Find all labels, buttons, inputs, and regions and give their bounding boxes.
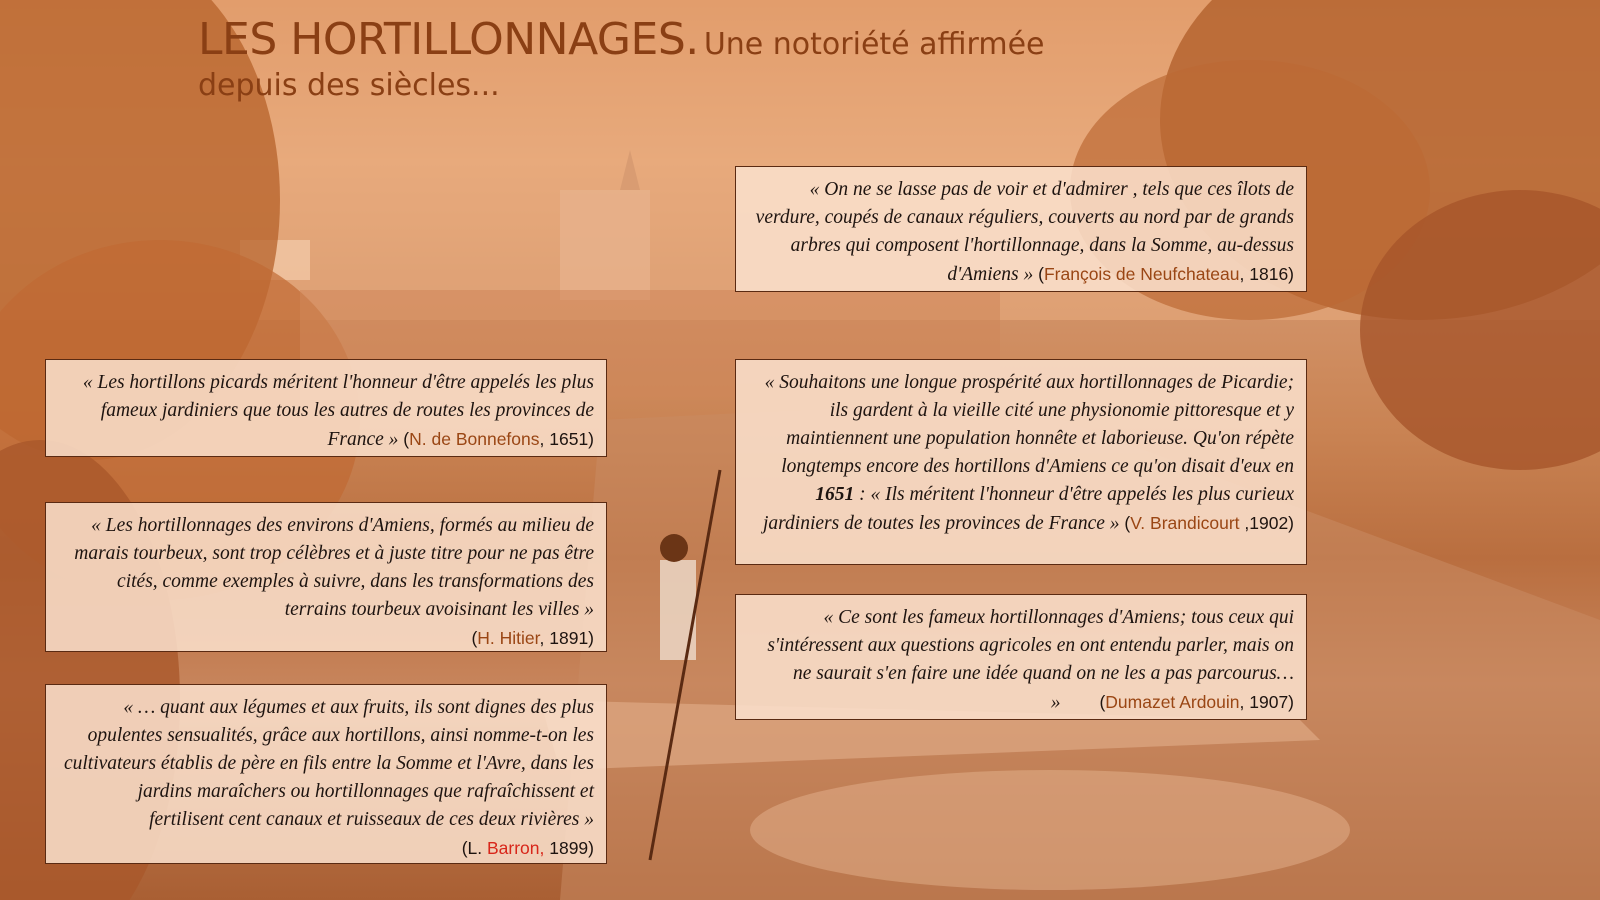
quote-author: Dumazet Ardouin xyxy=(1105,692,1240,712)
quote-box-barron xyxy=(45,684,607,864)
title-subtitle-line1: Une notoriété affirmée xyxy=(703,27,1045,62)
quote-text-continued: : « Ils méritent l'honneur d'être appelés les plus curieux jardiniers de toutes les provinces de France » xyxy=(763,484,1294,534)
quote-text: « Les hortillons picards méritent l'honneur d'être appelés les plus fameux jardiniers que tous les autres de routes les provinces de France » xyxy=(82,372,594,450)
quote-author: François de Neufchateau xyxy=(1043,264,1240,284)
quote-citation: (L. Barron, 1899) xyxy=(461,838,594,858)
quote-text: « … quant aux légumes et aux fruits, ils sont dignes des plus opulentes sensualités, grâce aux hortillons, ainsi nomme-t-on les cultivateurs établis de père en fils entre la Somme et l'Avre, dans les jardins maraîchers ou hortillonnages que rafraîchissent et fertilisent cent canaux et ruisseaux de ces deux rivières » xyxy=(63,697,594,830)
quote-text: « Souhaitons une longue prospérité aux hortillonnages de Picardie; ils gardent à la vieille cité une physionomie pittoresque et y maintiennent une population honnête et laborieuse. Qu'on répète longtemps encore des hortillons d'Amiens ce qu'on disait d'eux en xyxy=(764,372,1294,477)
quote-box-bonnefons xyxy=(45,359,607,457)
quote-citation: (N. de Bonnefons, 1651) xyxy=(398,429,594,449)
page-title xyxy=(198,12,1098,105)
quote-box-hitier xyxy=(45,502,607,652)
quote-citation: (H. Hitier, 1891) xyxy=(471,628,594,648)
title-subtitle-line2: depuis des siècles... xyxy=(198,68,500,103)
quote-text: « On ne se lasse pas de voir et d'admirer , tels que ces îlots de verdure, coupés de canaux réguliers, couverts au nord par de grands arbres qui composent l'hortillonnage, dans la Somme, au-dessus d'Amiens » xyxy=(755,179,1294,285)
quote-box-neufchateau xyxy=(735,166,1307,292)
quote-author: V. Brandicourt xyxy=(1130,513,1240,533)
title-main: LES HORTILLONNAGES. xyxy=(198,14,699,65)
quote-author: N. de Bonnefons xyxy=(409,429,540,449)
quote-citation: (François de Neufchateau, 1816) xyxy=(1033,264,1294,284)
quote-citation: (V. Brandicourt ,1902) xyxy=(1119,513,1294,533)
quote-text: « Ce sont les fameux hortillonnages d'Amiens; tous ceux qui s'intéressent aux questions agricoles en ont entendu parler, mais on ne saurait s'en faire une idée quand on ne les a pas parcourus… » xyxy=(767,607,1294,713)
quote-box-brandicourt xyxy=(735,359,1307,565)
quote-citation: (Dumazet Ardouin, 1907) xyxy=(1099,692,1294,712)
quote-text: « Les hortillonnages des environs d'Amiens, formés au milieu de marais tourbeux, sont trop célèbres et à juste titre pour ne pas être cités, comme exemples à suivre, dans les transformations des terrains tourbeux avoisinant les villes » xyxy=(74,515,594,620)
quote-box-ardouin xyxy=(735,594,1307,720)
quote-year: 1651 xyxy=(815,484,855,505)
quote-author: H. Hitier xyxy=(477,628,540,648)
quote-author: Barron, xyxy=(486,838,545,858)
